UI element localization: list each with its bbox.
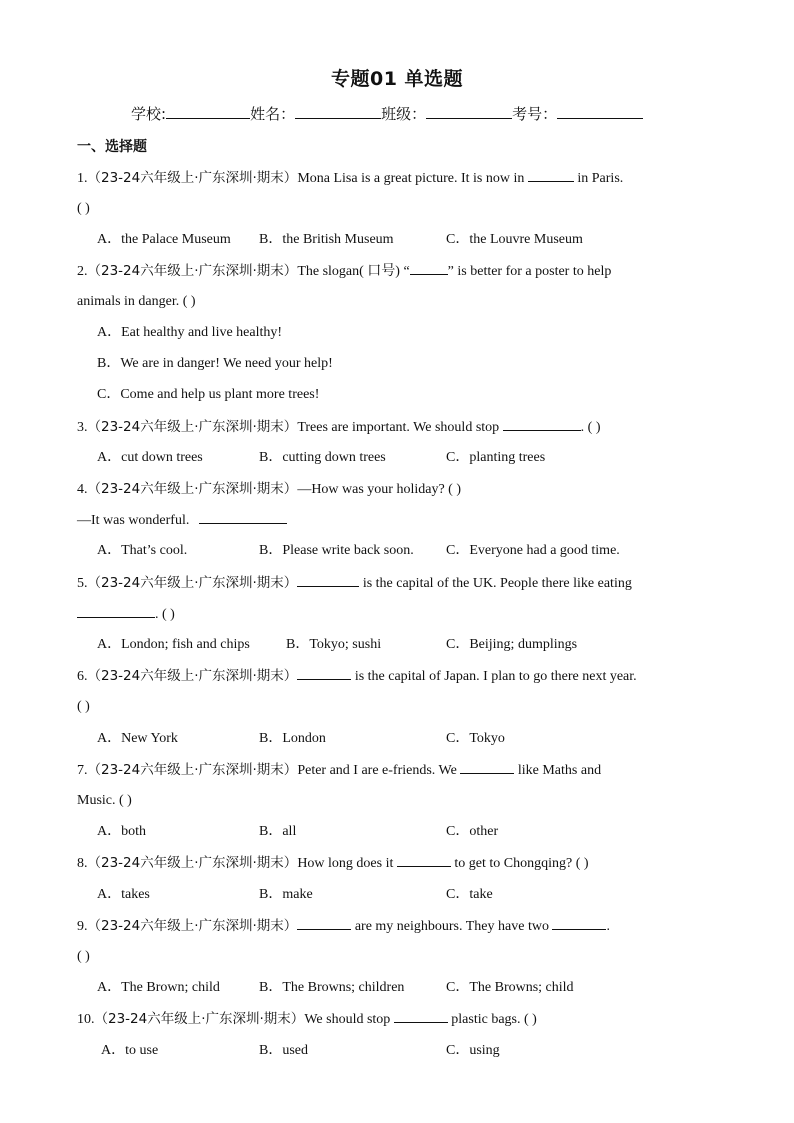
option-10a[interactable]: A．to use <box>101 1043 159 1058</box>
answer-blank[interactable] <box>460 760 514 774</box>
answer-blank[interactable] <box>503 417 581 431</box>
option-9b[interactable]: B．The Browns; children <box>259 980 405 995</box>
option-8a[interactable]: A．takes <box>97 887 150 902</box>
option-1b[interactable]: B．the British Museum <box>259 232 394 247</box>
option-5a[interactable]: A．London; fish and chips <box>97 637 250 652</box>
answer-blank[interactable] <box>397 853 451 867</box>
option-3b[interactable]: B．cutting down trees <box>259 450 386 465</box>
option-7a[interactable]: A．both <box>97 824 146 839</box>
option-8c[interactable]: C．take <box>446 887 493 902</box>
question-7: 7.（23-24六年级上·广东深圳·期末）Peter and I are e-friends. We like Maths and <box>77 762 602 778</box>
option-2a[interactable]: A．Eat healthy and live healthy! <box>97 325 283 340</box>
option-9a[interactable]: A．The Brown; child <box>97 980 220 995</box>
student-info-row <box>131 103 643 124</box>
name-label: 姓名： <box>250 105 296 123</box>
option-10c[interactable]: C．using <box>446 1043 500 1058</box>
answer-blank[interactable] <box>297 573 359 587</box>
option-3c[interactable]: C．planting trees <box>446 450 546 465</box>
option-4a[interactable]: A．That’s cool. <box>97 543 188 558</box>
question-source: （23-24六年级上·广东深圳·期末） <box>87 263 298 279</box>
question-source: （23-24六年级上·广东深圳·期末） <box>87 419 298 435</box>
question-7-line-2[interactable]: Music. ( ) <box>77 793 132 808</box>
option-4c[interactable]: C．Everyone had a good time. <box>446 543 620 558</box>
question-4: 4.（23-24六年级上·广东深圳·期末）—How was your holiday? ( ) <box>77 481 461 497</box>
question-source: （23-24六年级上·广东深圳·期末） <box>87 668 298 684</box>
question-3: 3.（23-24六年级上·广东深圳·期末）Trees are important. We should stop . ( ) <box>77 419 601 435</box>
option-1c[interactable]: C．the Louvre Museum <box>446 232 583 247</box>
class-label: 班级： <box>381 105 427 123</box>
class-blank[interactable] <box>426 104 512 119</box>
answer-blank[interactable] <box>297 666 351 680</box>
question-source: （23-24六年级上·广东深圳·期末） <box>87 762 298 778</box>
answer-blank[interactable] <box>394 1009 448 1023</box>
option-7b[interactable]: B．all <box>259 824 297 839</box>
option-5c[interactable]: C．Beijing; dumplings <box>446 637 578 652</box>
question-source: （23-24六年级上·广东深圳·期末） <box>87 918 298 934</box>
option-6a[interactable]: A．New York <box>97 731 178 746</box>
question-source: （23-24六年级上·广东深圳·期末） <box>87 855 298 871</box>
section-title: 一、选择题 <box>77 139 147 155</box>
option-6c[interactable]: C．Tokyo <box>446 731 505 746</box>
answer-blank[interactable] <box>410 261 448 275</box>
page-title: 专题01 单选题 <box>330 68 464 90</box>
option-7c[interactable]: C．other <box>446 824 499 839</box>
question-6-answer-paren[interactable]: ( ) <box>77 699 90 714</box>
question-1: 1.（23-24六年级上·广东深圳·期末）Mona Lisa is a great picture. It is now in in Paris. <box>77 170 624 186</box>
answer-blank[interactable] <box>77 604 155 618</box>
school-blank[interactable] <box>166 104 250 119</box>
option-1a[interactable]: A．the Palace Museum <box>97 232 231 247</box>
option-8b[interactable]: B．make <box>259 887 313 902</box>
question-9-answer-paren[interactable]: ( ) <box>77 949 90 964</box>
exam-no-label: 考号： <box>512 105 558 123</box>
option-6b[interactable]: B．London <box>259 731 326 746</box>
question-5: 5.（23-24六年级上·广东深圳·期末） is the capital of the UK. People there like eating <box>77 575 632 591</box>
question-2: 2.（23-24六年级上·广东深圳·期末）The slogan( 口号) “ ” is better for a poster to help <box>77 263 612 279</box>
exam-no-blank[interactable] <box>557 104 643 119</box>
question-source: （23-24六年级上·广东深圳·期末） <box>87 170 298 186</box>
answer-blank[interactable] <box>552 916 606 930</box>
question-source: （23-24六年级上·广东深圳·期末） <box>87 575 298 591</box>
question-source: （23-24六年级上·广东深圳·期末） <box>94 1011 305 1027</box>
question-9: 9.（23-24六年级上·广东深圳·期末） are my neighbours. They have two . <box>77 918 610 934</box>
option-10b[interactable]: B．used <box>259 1043 308 1058</box>
option-5b[interactable]: B．Tokyo; sushi <box>286 637 382 652</box>
answer-blank[interactable] <box>528 168 574 182</box>
option-3a[interactable]: A．cut down trees <box>97 450 203 465</box>
question-4-line-2: —It was wonderful. <box>77 510 287 531</box>
option-9c[interactable]: C．The Browns; child <box>446 980 574 995</box>
answer-blank[interactable] <box>199 510 287 524</box>
question-10: 10.（23-24六年级上·广东深圳·期末）We should stop plastic bags. ( ) <box>77 1011 537 1027</box>
option-2b[interactable]: B．We are in danger! We need your help! <box>97 356 333 371</box>
school-label: 学校: <box>131 105 167 123</box>
question-source: （23-24六年级上·广东深圳·期末） <box>87 481 298 497</box>
answer-blank[interactable] <box>297 916 351 930</box>
question-5-line-2: . ( ) <box>77 604 175 625</box>
question-2-line-2[interactable]: animals in danger. ( ) <box>77 294 196 309</box>
question-1-answer-paren[interactable]: ( ) <box>77 201 90 216</box>
question-6: 6.（23-24六年级上·广东深圳·期末） is the capital of Japan. I plan to go there next year. <box>77 668 637 684</box>
name-blank[interactable] <box>295 104 381 119</box>
option-2c[interactable]: C．Come and help us plant more trees! <box>97 387 320 402</box>
question-8: 8.（23-24六年级上·广东深圳·期末）How long does it to get to Chongqing? ( ) <box>77 855 589 871</box>
option-4b[interactable]: B．Please write back soon. <box>259 543 414 558</box>
